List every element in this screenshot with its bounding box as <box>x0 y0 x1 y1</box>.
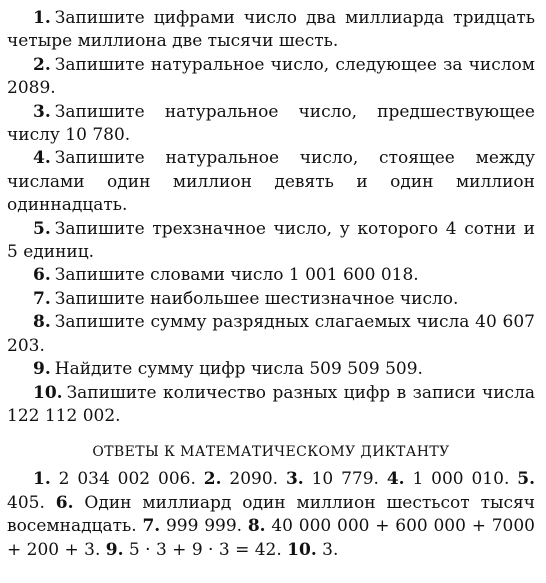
answer-text: 405. <box>7 492 56 513</box>
task-number: 2. <box>33 54 51 75</box>
answer-text: 2 034 002 006. <box>50 469 204 490</box>
task-text: Запишите наибольшее шестизначное число. <box>54 288 459 309</box>
task-item <box>7 311 535 358</box>
answer-text: 40 000 000 + 600 000 + 7000 + 200 + 3. <box>7 516 535 560</box>
task-text: Запишите словами число 1 001 600 018. <box>54 265 419 286</box>
answer-text: 3. <box>316 539 339 560</box>
task-item <box>7 382 535 429</box>
task-item <box>7 7 535 54</box>
answer-text: Один миллиард один миллион шестьсот тысяч восемнадцать. <box>7 492 535 537</box>
task-number: 4. <box>33 148 51 169</box>
answer-number: 2. <box>203 469 222 490</box>
answer-number: 8. <box>247 516 266 537</box>
task-number: 7. <box>33 288 51 309</box>
task-item <box>7 264 535 287</box>
answer-number: 6. <box>55 492 74 513</box>
task-number: 6. <box>33 265 51 286</box>
task-number: 1. <box>33 8 51 28</box>
task-item <box>7 358 535 381</box>
task-text: Запишите натуральное число, следующее за числом 2089. <box>7 54 535 99</box>
answer-number: 9. <box>105 539 124 560</box>
answer-number: 5. <box>517 469 535 490</box>
answer-text: 10 779. <box>303 469 387 490</box>
task-text: Запишите трехзначное число, у которого 4 сотни и 5 единиц. <box>7 218 535 263</box>
task-item <box>7 147 535 217</box>
answer-text: 5 · 3 + 9 · 3 = 42. <box>123 539 288 560</box>
task-text: Запишите количество разных цифр в записи числа 122 112 002. <box>7 382 535 426</box>
answers-heading: ОТВЕТЫ К МАТЕМАТИЧЕСКОМУ ДИКТАНТУ <box>92 444 450 461</box>
task-item <box>7 288 535 311</box>
task-number: 8. <box>33 312 51 333</box>
answer-number: 4. <box>386 469 405 490</box>
task-number: 10. <box>33 382 63 403</box>
answer-text: 999 999. <box>160 516 248 537</box>
answer-number: 3. <box>285 469 304 490</box>
answer-text: 2090. <box>221 469 286 490</box>
task-text: Запишите натуральное число, стоящее между числами один миллион девять и один миллион одиннадцать. <box>7 148 535 216</box>
answer-number: 1. <box>33 469 51 490</box>
answer-text: 1 000 010. <box>404 469 518 490</box>
task-number: 9. <box>33 359 51 380</box>
answers-paragraph <box>7 468 535 562</box>
task-number: 3. <box>33 101 51 122</box>
task-text: Запишите цифрами число два миллиарда тридцать четыре миллиона две тысячи шесть. <box>7 8 535 52</box>
task-item <box>7 54 535 101</box>
task-text: Запишите натуральное число, предшествующее числу 10 780. <box>7 101 535 146</box>
answer-number: 10. <box>287 539 317 560</box>
task-list <box>7 7 535 428</box>
task-item <box>7 101 535 148</box>
task-text: Найдите сумму цифр числа 509 509 509. <box>54 359 423 380</box>
task-item <box>7 218 535 265</box>
task-number: 5. <box>33 218 51 239</box>
task-text: Запишите сумму разрядных слагаемых числа 40 607 203. <box>7 312 535 356</box>
answer-number: 7. <box>142 516 161 537</box>
